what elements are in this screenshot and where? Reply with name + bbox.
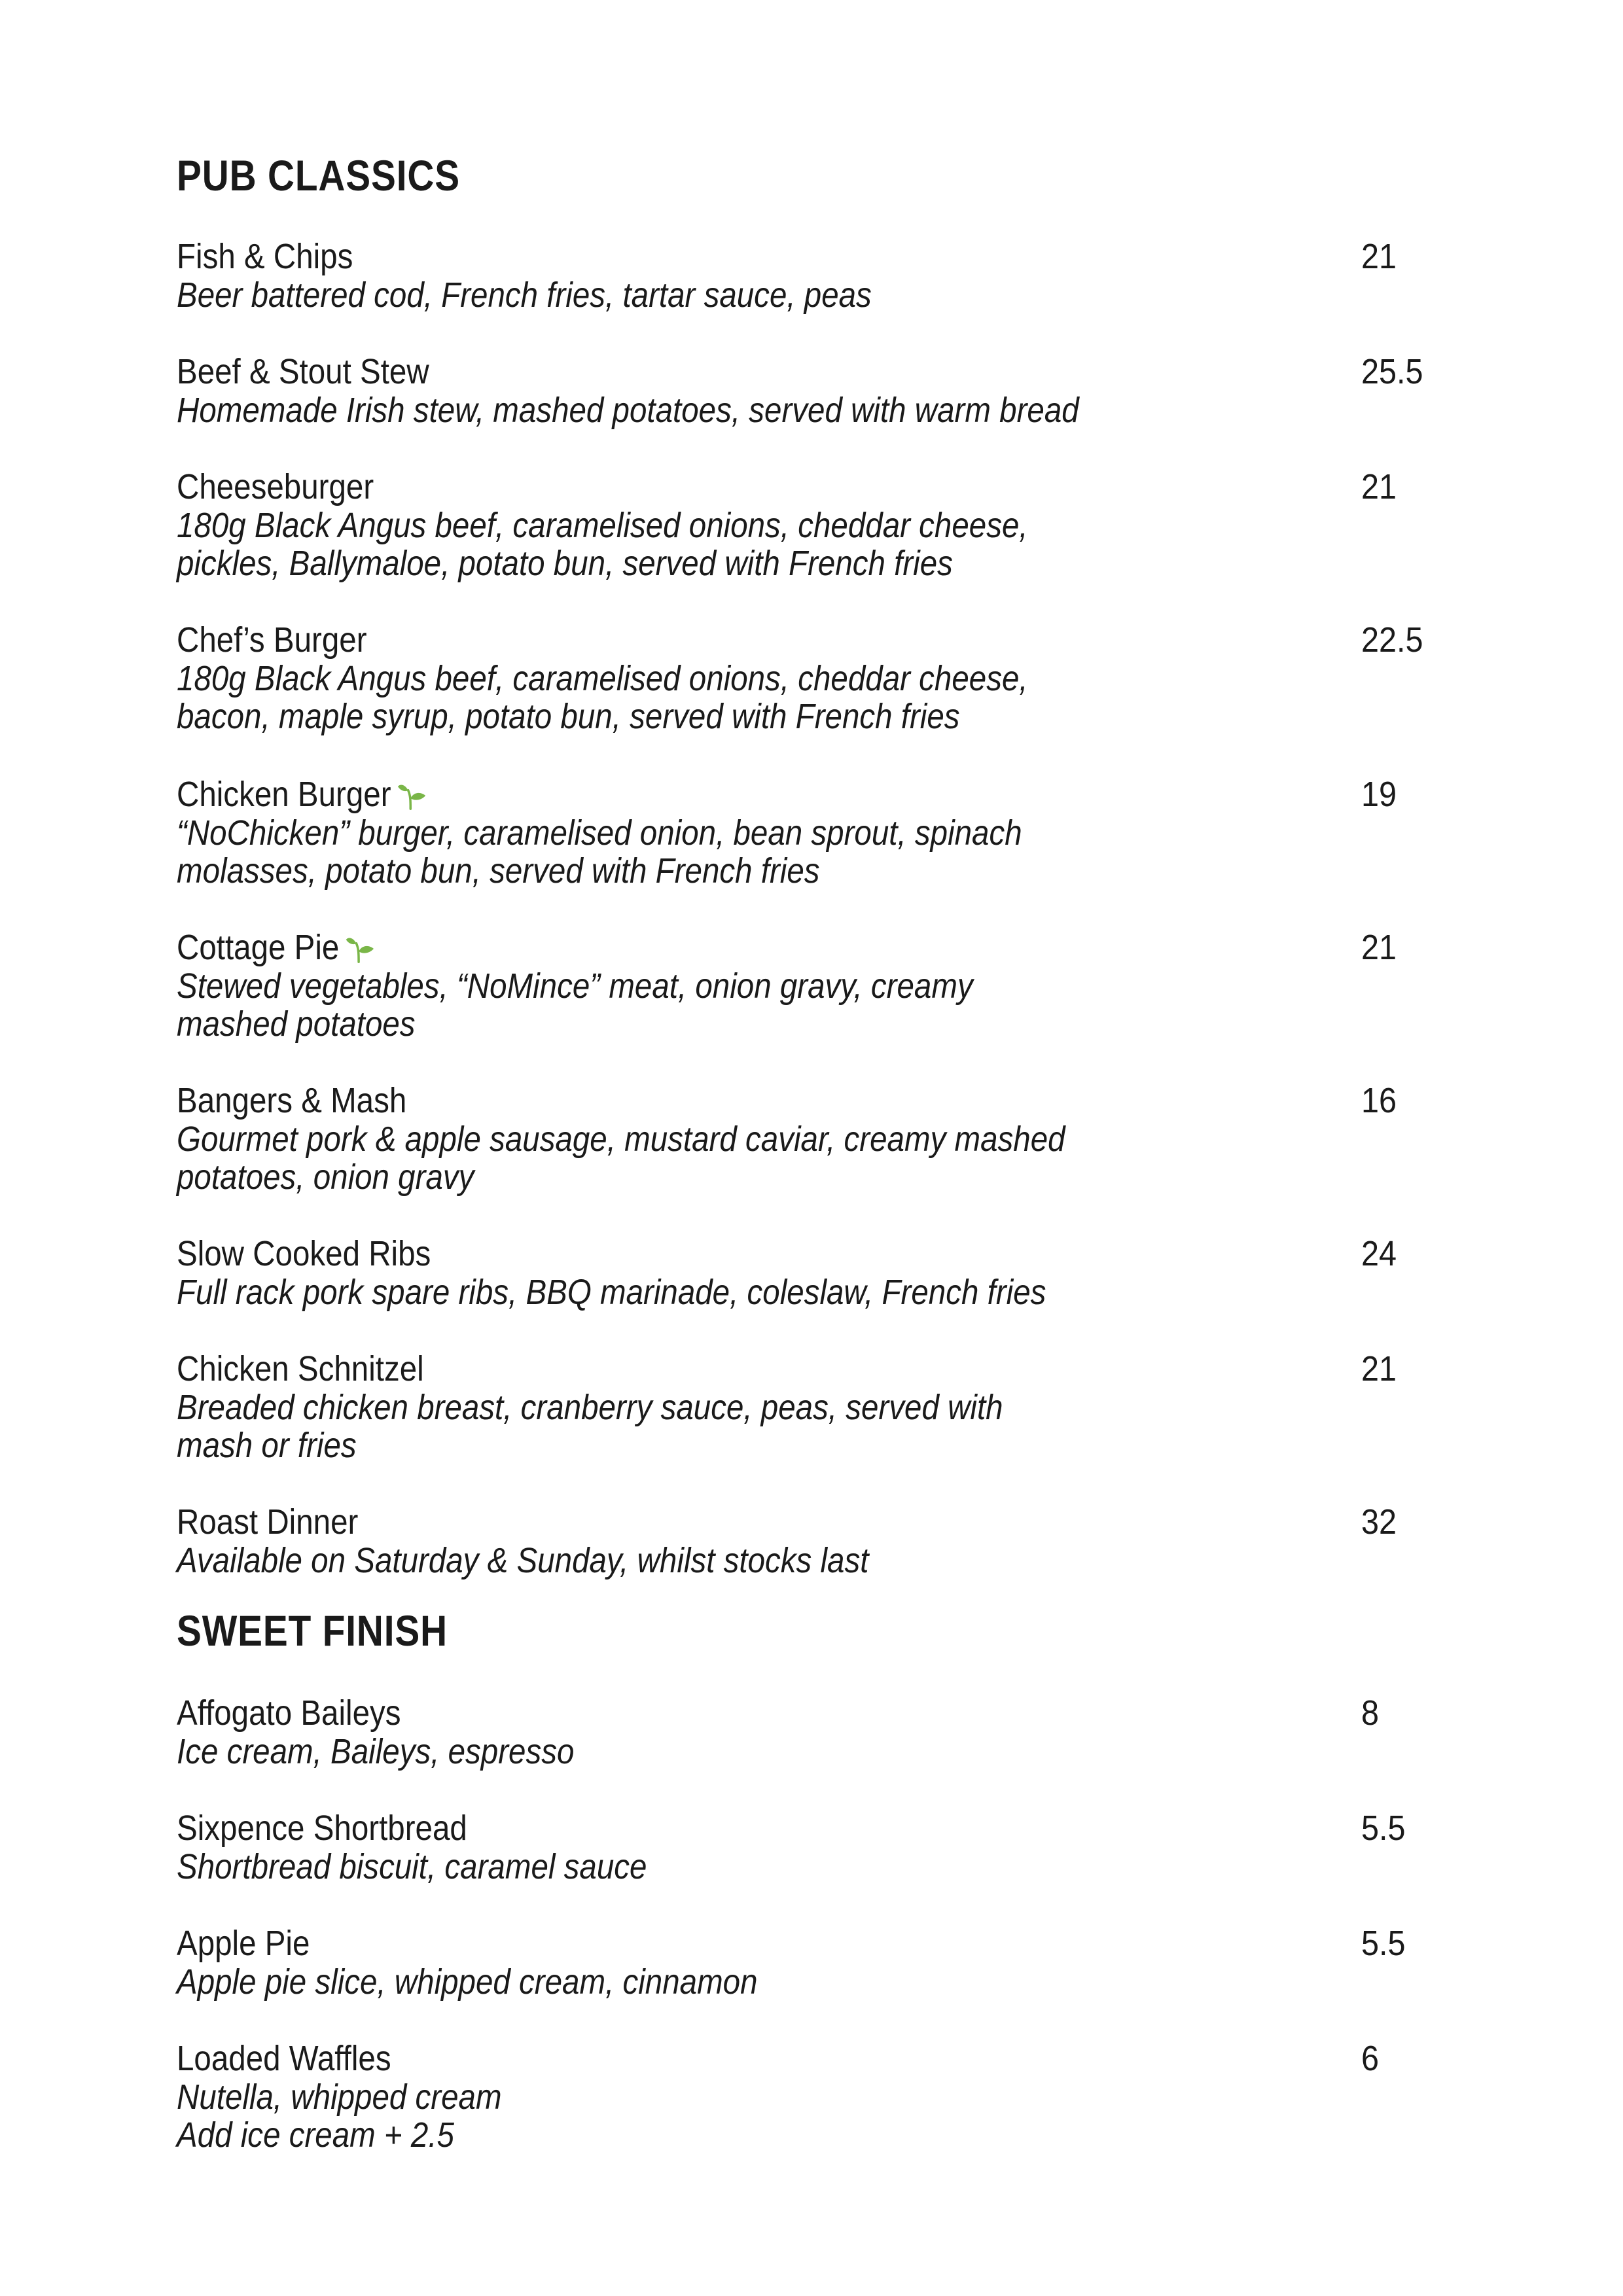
item-name: Loaded Waffles xyxy=(177,2039,391,2078)
sprout-icon xyxy=(345,932,377,964)
item-description: Nutella, whipped cream xyxy=(177,2077,502,2117)
item-name: Beef & Stout Stew xyxy=(177,352,429,391)
item-description: 180g Black Angus beef, caramelised onions, cheddar cheese, xyxy=(177,506,1028,545)
menu-item-beef-stout-stew xyxy=(177,352,1453,429)
item-price: 24 xyxy=(1361,1234,1397,1273)
item-name: Chicken Schnitzel xyxy=(177,1349,424,1388)
item-price: 21 xyxy=(1361,1349,1397,1388)
item-name-row xyxy=(177,775,1300,814)
menu-item-chefs-burger xyxy=(177,620,1453,735)
item-description: potatoes, onion gravy xyxy=(177,1157,474,1197)
item-name: Roast Dinner xyxy=(177,1502,359,1542)
menu-item-affogato-baileys xyxy=(177,1693,1453,1771)
item-name: Sixpence Shortbread xyxy=(177,1809,467,1848)
item-price: 21 xyxy=(1361,237,1397,276)
menu-item-loaded-waffles xyxy=(177,2039,1453,2154)
item-description: Shortbread biscuit, caramel sauce xyxy=(177,1847,647,1886)
item-name: Slow Cooked Ribs xyxy=(177,1234,431,1273)
item-description: pickles, Ballymaloe, potato bun, served with French fries xyxy=(177,544,953,583)
item-description: molasses, potato bun, served with French fries xyxy=(177,851,820,891)
item-price: 25.5 xyxy=(1361,352,1423,391)
item-description: Ice cream, Baileys, espresso xyxy=(177,1732,575,1771)
section-title-pub-classics: PUB CLASSICS xyxy=(177,151,460,200)
item-description: 180g Black Angus beef, caramelised onions, cheddar cheese, xyxy=(177,659,1028,698)
item-description: Breaded chicken breast, cranberry sauce, peas, served with xyxy=(177,1388,1003,1427)
item-price: 16 xyxy=(1361,1081,1397,1120)
item-name-row xyxy=(177,928,1300,967)
item-name: Affogato Baileys xyxy=(177,1693,401,1733)
item-price: 6 xyxy=(1361,2039,1380,2078)
item-description: Available on Saturday & Sunday, whilst stocks last xyxy=(177,1541,869,1580)
menu-item-roast-dinner xyxy=(177,1502,1453,1580)
menu-item-cottage-pie xyxy=(177,928,1453,1043)
item-description: mashed potatoes xyxy=(177,1004,416,1044)
item-description: Apple pie slice, whipped cream, cinnamon xyxy=(177,1962,758,2002)
item-description: mash or fries xyxy=(177,1426,357,1465)
item-name: Cottage Pie xyxy=(177,928,340,967)
item-description: Stewed vegetables, “NoMince” meat, onion gravy, creamy xyxy=(177,966,973,1006)
item-description: bacon, maple syrup, potato bun, served with French fries xyxy=(177,697,960,736)
menu-item-chicken-burger xyxy=(177,775,1453,890)
item-description: Gourmet pork & apple sausage, mustard caviar, creamy mashed xyxy=(177,1120,1065,1159)
menu-item-apple-pie xyxy=(177,1924,1453,2001)
section-title-sweet-finish: SWEET FINISH xyxy=(177,1606,448,1655)
item-price: 19 xyxy=(1361,775,1397,814)
menu-item-fish-chips xyxy=(177,237,1453,314)
item-name: Chef’s Burger xyxy=(177,620,367,660)
item-price: 22.5 xyxy=(1361,620,1423,660)
menu-item-sixpence-shortbread xyxy=(177,1809,1453,1886)
item-name: Chicken Burger xyxy=(177,775,391,814)
item-name: Apple Pie xyxy=(177,1924,310,1963)
item-price: 8 xyxy=(1361,1693,1380,1733)
item-description: “NoChicken” burger, caramelised onion, bean sprout, spinach xyxy=(177,813,1022,853)
item-price: 32 xyxy=(1361,1502,1397,1542)
item-price: 21 xyxy=(1361,467,1397,506)
menu-item-slow-cooked-ribs xyxy=(177,1234,1453,1311)
item-price: 21 xyxy=(1361,928,1397,967)
menu-item-chicken-schnitzel xyxy=(177,1349,1453,1464)
item-description: Add ice cream + 2.5 xyxy=(177,2115,454,2155)
item-price: 5.5 xyxy=(1361,1924,1406,1963)
sprout-icon xyxy=(397,779,429,811)
item-description: Beer battered cod, French fries, tartar sauce, peas xyxy=(177,275,872,315)
item-name: Fish & Chips xyxy=(177,237,353,276)
menu-item-cheeseburger xyxy=(177,467,1453,582)
item-description: Homemade Irish stew, mashed potatoes, served with warm bread xyxy=(177,391,1079,430)
menu-item-bangers-mash xyxy=(177,1081,1453,1196)
item-name: Bangers & Mash xyxy=(177,1081,407,1120)
item-name: Cheeseburger xyxy=(177,467,374,506)
item-description: Full rack pork spare ribs, BBQ marinade, coleslaw, French fries xyxy=(177,1273,1046,1312)
item-price: 5.5 xyxy=(1361,1809,1406,1848)
